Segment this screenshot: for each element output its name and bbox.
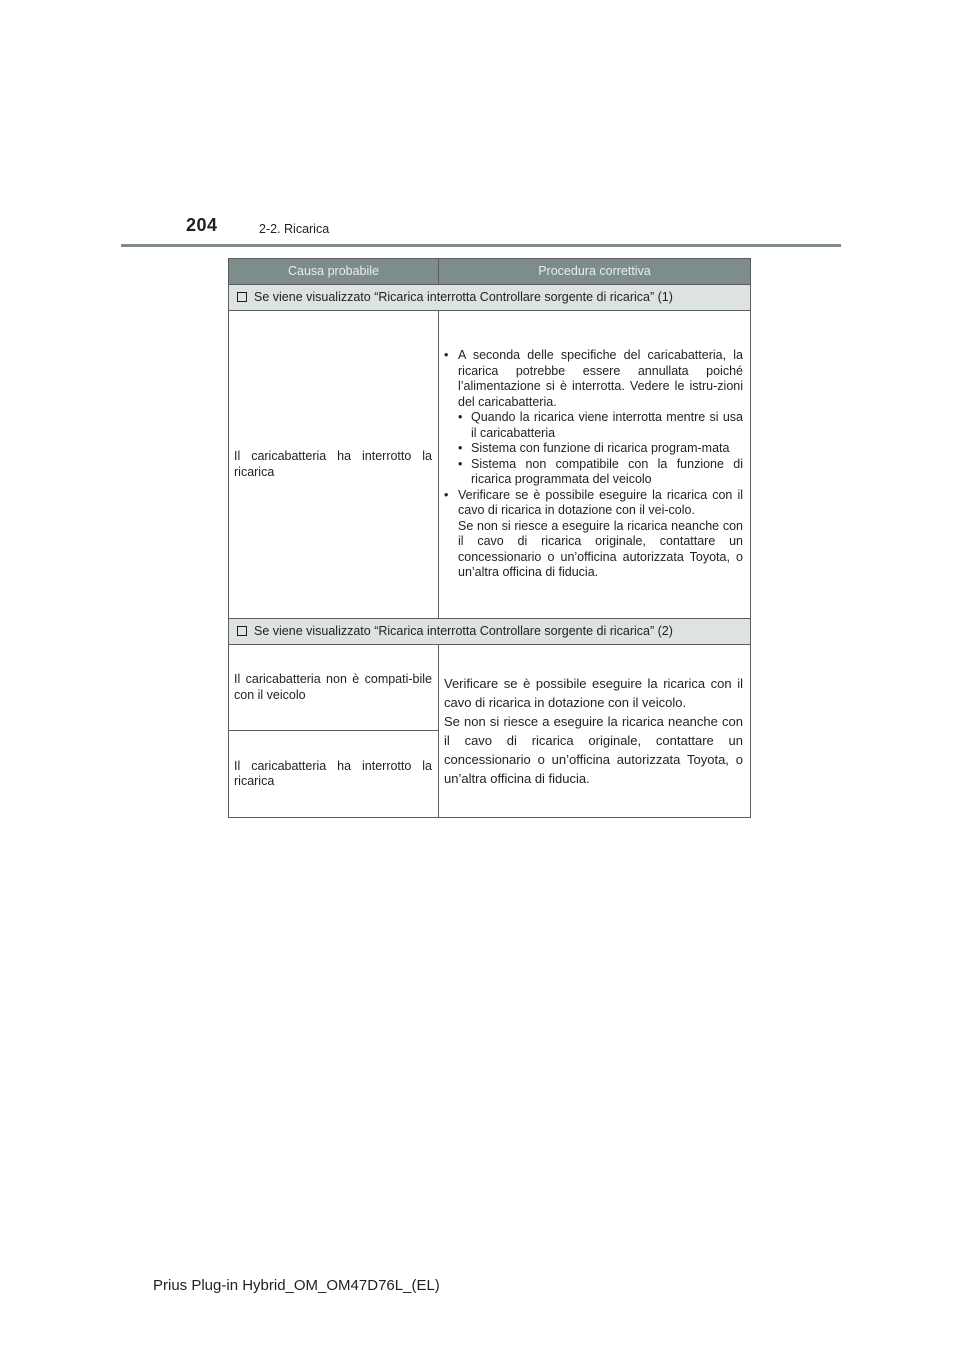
procedure-bullet [444, 488, 743, 581]
condition-cell-2 [229, 619, 751, 645]
procedure-sub-bullet: • Quando la ricarica viene interrotta mentre si usa il caricabatteria [458, 410, 743, 441]
procedure-bullet-text: A seconda delle specifiche del caricabatteria, la ricarica potrebbe essere annullata poiché l’alimentazione si è interrotta. Vedere le istru-zioni del caricabatteria. [458, 348, 743, 409]
procedure-cell [439, 311, 751, 619]
procedure-paragraph: Verificare se è possibile eseguire la ricarica con il cavo di ricarica in dotazione con il veicolo. [444, 676, 743, 710]
condition-row-2 [229, 619, 751, 645]
condition-text-2: Se viene visualizzato “Ricarica interrotta Controllare sorgente di ricarica” (2) [254, 623, 673, 638]
procedure-sub-bullet: • Sistema non compatibile con la funzione di ricarica programmata del veicolo [458, 457, 743, 488]
cause-cell: Il caricabatteria ha interrotto la ricarica [229, 731, 439, 818]
table-row [229, 645, 751, 731]
procedure-bullet-text: • Verificare se è possibile eseguire la ricarica con il cavo di ricarica in dotazione con il vei-colo. [458, 487, 743, 518]
column-header-cause: Causa probabile [229, 259, 439, 285]
procedure-cell [439, 645, 751, 818]
procedure-bullet-continuation: Se non si riesce a eseguire la ricarica neanche con il cavo di ricarica originale, contattare un concessionario o un’officina autorizzata Toyota, o un’altra officina di fiducia. [458, 518, 743, 580]
condition-row-1 [229, 285, 751, 311]
procedure-list [444, 348, 743, 581]
procedure-sub-bullet: • Sistema con funzione di ricarica program-mata [458, 441, 743, 457]
checkbox-icon [237, 626, 247, 636]
table-row [229, 311, 751, 619]
section-title: 2-2. Ricarica [259, 222, 330, 236]
checkbox-icon [237, 292, 247, 302]
procedure-sub-list [458, 410, 743, 488]
cause-cell: Il caricabatteria ha interrotto la ricarica [229, 311, 439, 619]
page-number: 204 [186, 215, 218, 235]
cause-cell: Il caricabatteria non è compati-bile con il veicolo [229, 645, 439, 731]
condition-text-1: Se viene visualizzato “Ricarica interrotta Controllare sorgente di ricarica” (1) [254, 289, 673, 304]
header-rule [121, 244, 841, 247]
condition-cell-1 [229, 285, 751, 311]
table-header-row [229, 259, 751, 285]
troubleshooting-table [228, 258, 751, 818]
column-header-procedure: Procedura correttiva [439, 259, 751, 285]
footer-document-id: Prius Plug-in Hybrid_OM_OM47D76L_(EL) [153, 1277, 440, 1294]
procedure-paragraph: Se non si riesce a eseguire la ricarica neanche con il cavo di ricarica originale, contattare un concessionario o un’officina autorizzata Toyota, o un’altra officina di fiducia. [444, 714, 743, 786]
procedure-bullet [444, 348, 743, 488]
